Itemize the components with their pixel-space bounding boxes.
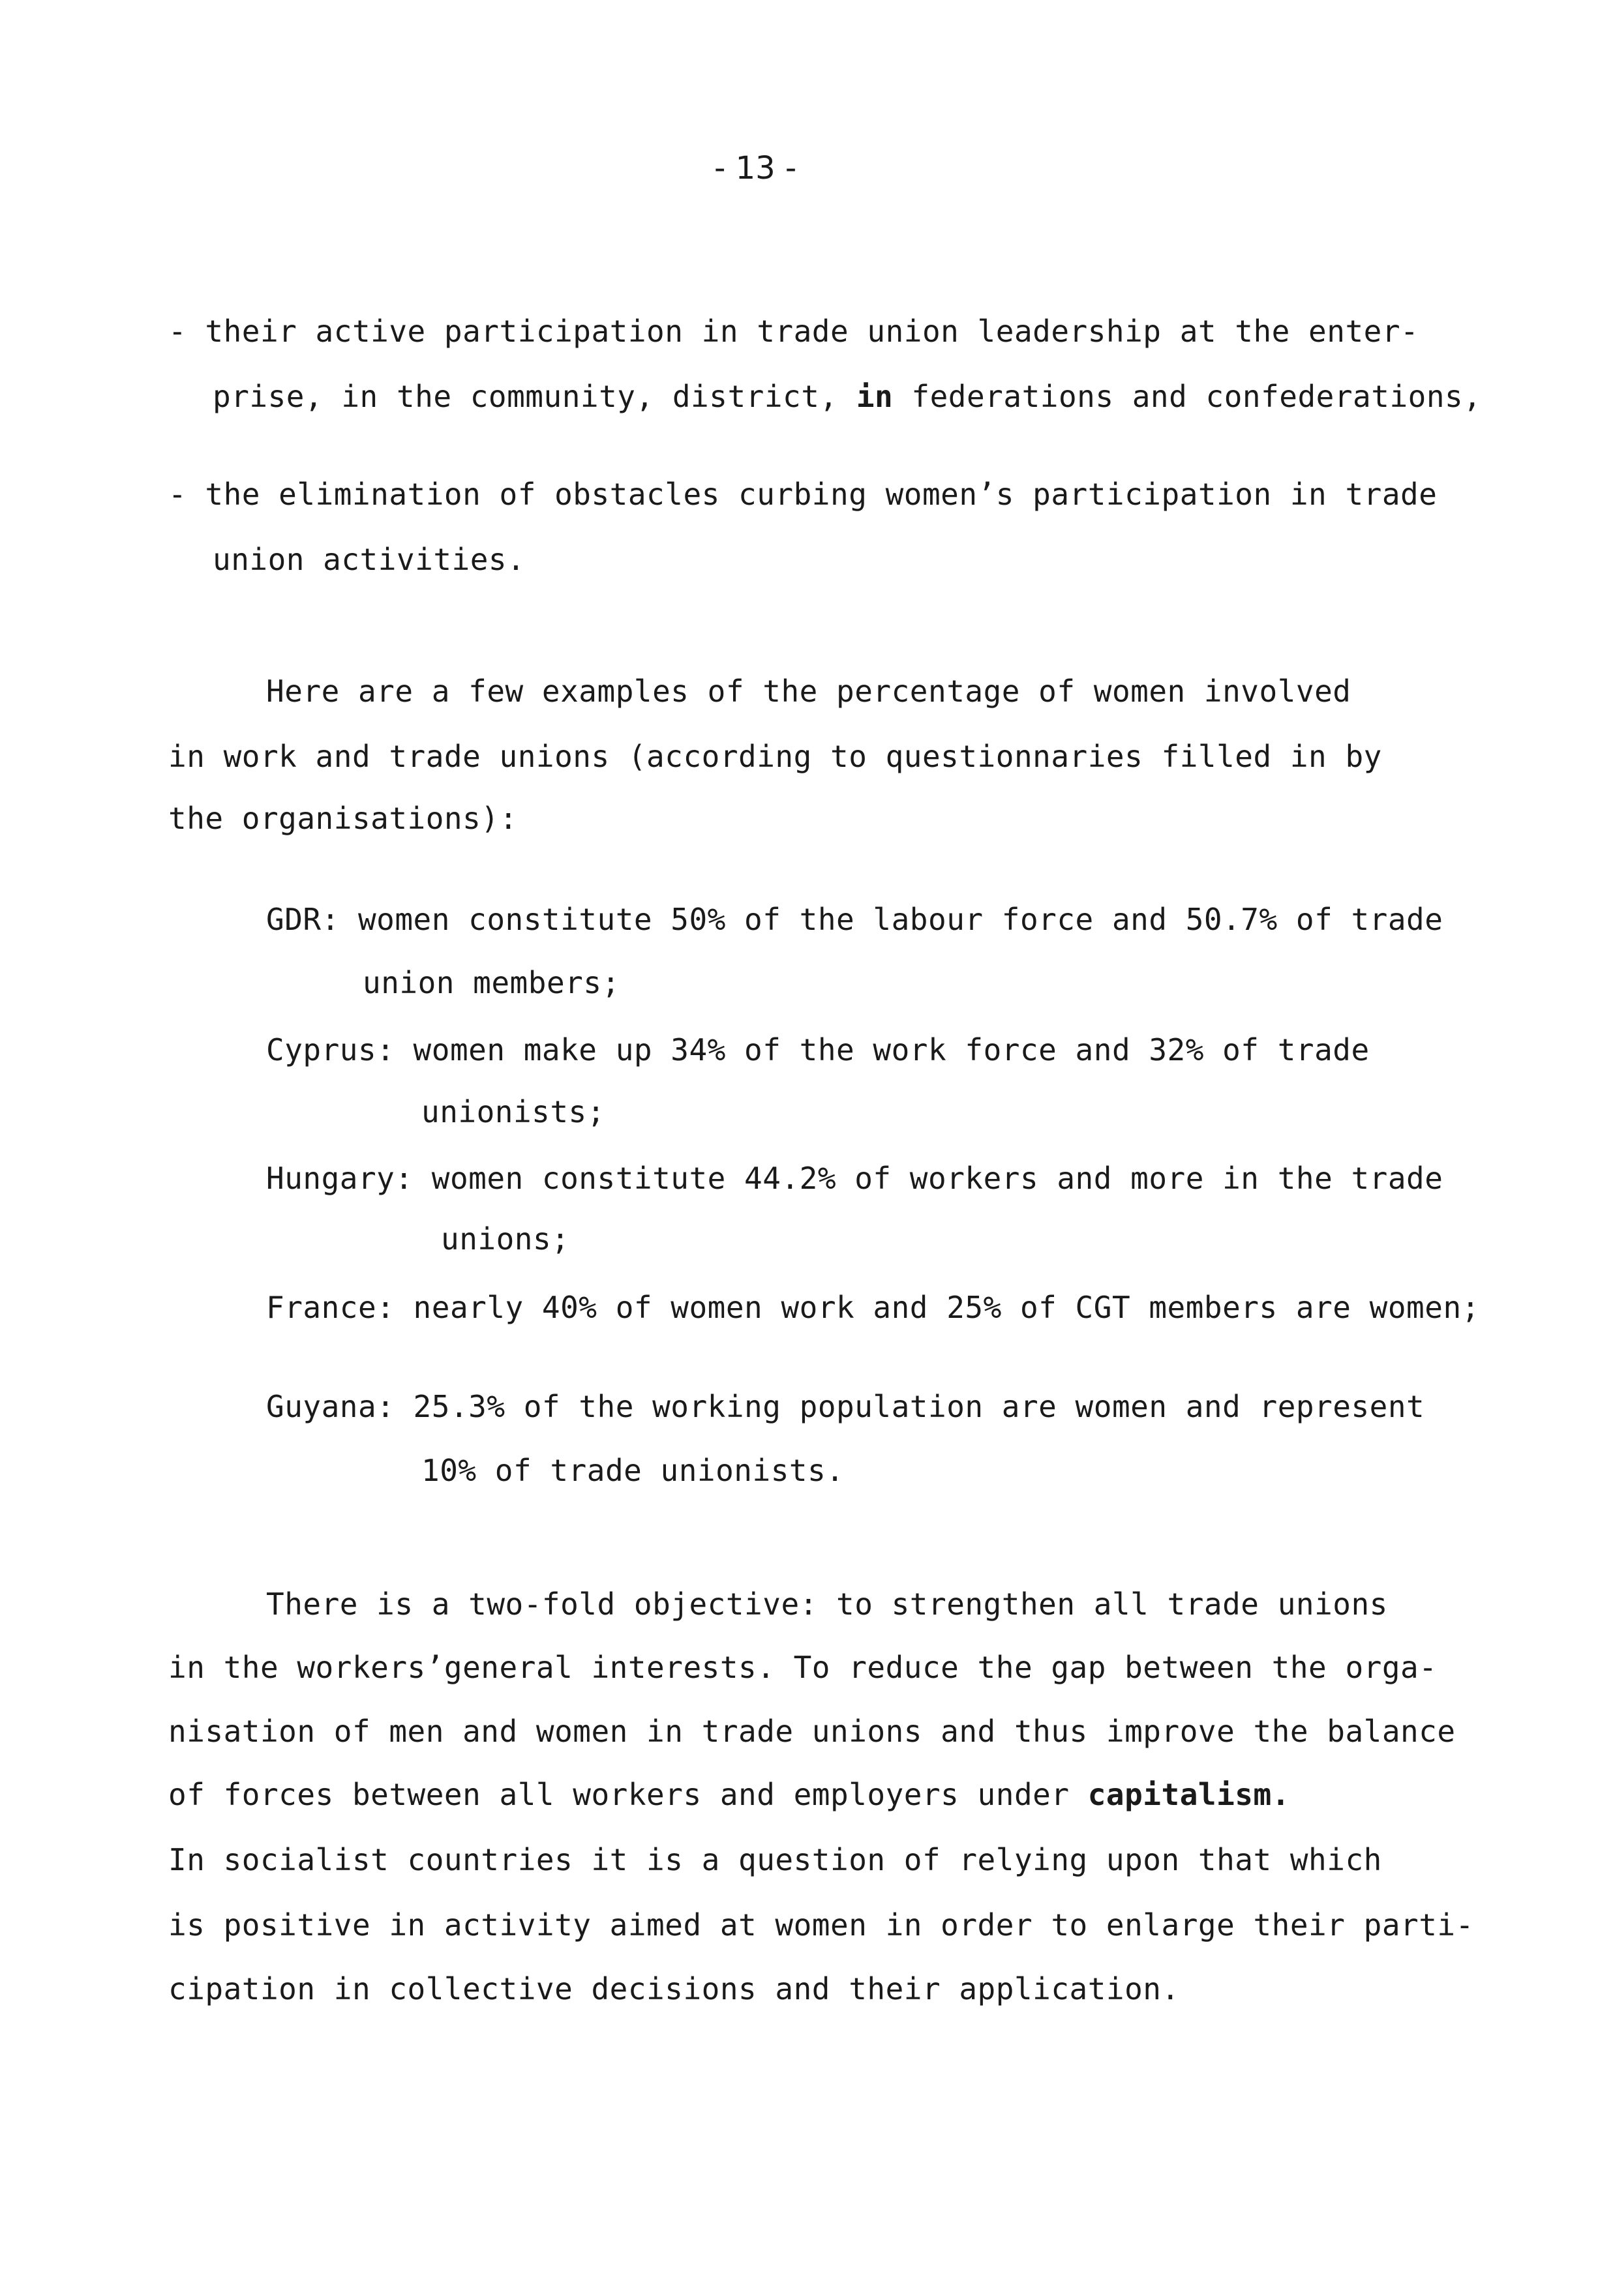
objective-line-7: cipation in collective decisions and their application.: [168, 1971, 1180, 2006]
bullet-2-line-2: union activities.: [213, 542, 526, 577]
bullet-2-line-1: - the elimination of obstacles curbing women’s participation in trade: [168, 477, 1438, 512]
example-hungary-line-2: unions;: [441, 1221, 570, 1257]
example-cyprus-line-1: Cyprus: women make up 34% of the work force and 32% of trade: [266, 1032, 1370, 1067]
objective-line-4-pre: of forces between all workers and employers under: [168, 1777, 1088, 1812]
example-cyprus-line-2: unionists;: [421, 1094, 605, 1129]
objective-line-1: There is a two-fold objective: to strengthen all trade unions: [266, 1587, 1388, 1622]
bullet-1-line-2: [213, 377, 1481, 416]
bullet-1-line-2-pre: prise, in the community, district,: [213, 379, 856, 414]
bullet-1-line-1: - their active participation in trade union leadership at the enter-: [168, 314, 1419, 349]
objective-line-2: in the workers’general interests. To reduce the gap between the orga-: [168, 1650, 1438, 1685]
objective-line-5: In socialist countries it is a question of relying upon that which: [168, 1842, 1382, 1877]
intro-line-2: in work and trade unions (according to questionnaries filled in by: [168, 739, 1382, 774]
objective-line-6: is positive in activity aimed at women in order to enlarge their parti-: [168, 1907, 1474, 1943]
objective-line-3: nisation of men and women in trade unions and thus improve the balance: [168, 1714, 1456, 1749]
intro-line-3: the organisations):: [168, 801, 518, 836]
example-france-line-1: France: nearly 40% of women work and 25% of CGT members are women;: [266, 1290, 1480, 1325]
page-number: - 13 -: [714, 150, 797, 186]
example-gdr-line-2: union members;: [363, 965, 620, 1000]
objective-line-4: [168, 1775, 1290, 1814]
example-guyana-line-2: 10% of trade unionists.: [421, 1453, 845, 1488]
example-hungary-line-1: Hungary: women constitute 44.2% of workers and more in the trade: [266, 1161, 1443, 1196]
bullet-1-line-2-bold: in: [856, 379, 894, 414]
example-guyana-line-1: Guyana: 25.3% of the working population are women and represent: [266, 1389, 1425, 1424]
objective-line-4-bold: capitalism.: [1087, 1777, 1290, 1812]
example-gdr-line-1: GDR: women constitute 50% of the labour force and 50.7% of trade: [266, 902, 1443, 937]
bullet-1-line-2-post: federations and confederations,: [893, 379, 1482, 414]
intro-line-1: Here are a few examples of the percentage of women involved: [266, 674, 1351, 709]
